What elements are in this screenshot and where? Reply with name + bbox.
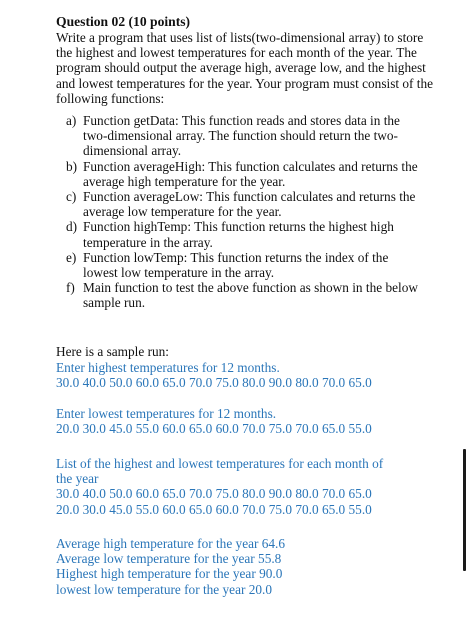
list-item-label: b)	[66, 158, 78, 174]
average-low-line: Average low temperature for the year 55.8	[56, 551, 282, 567]
list-item-label: f)	[66, 280, 75, 296]
question-paragraph: Write a program that uses list of lists(two-dimensional array) to store the highest and lowest temperatures for each month of the year. The program should output the average high, average low, and the highest and lowest temperatures for the year. Your program must consist of the following functions:	[56, 30, 434, 106]
list-low-values: 20.0 30.0 45.0 55.0 60.0 65.0 60.0 70.0 75.0 70.0 65.0 55.0	[56, 501, 372, 517]
function-list	[66, 113, 426, 311]
values-high: 30.0 40.0 50.0 60.0 65.0 70.0 75.0 80.0 90.0 80.0 70.0 65.0	[56, 375, 372, 391]
list-item	[66, 250, 426, 280]
values-low: 20.0 30.0 45.0 55.0 60.0 65.0 60.0 70.0 75.0 70.0 65.0 55.0	[56, 421, 372, 437]
list-item	[66, 189, 426, 219]
lowest-low-line: lowest low temperature for the year 20.0	[56, 581, 272, 597]
list-item-label: e)	[66, 249, 77, 265]
list-item-text: Function averageHigh: This function calculates and returns the average high temperature for the year.	[83, 158, 418, 189]
list-item	[66, 113, 426, 159]
list-item	[66, 159, 426, 189]
scrollbar[interactable]	[463, 449, 466, 571]
list-item-text: Function lowTemp: This function returns the index of the lowest low temperature in the array.	[83, 249, 389, 281]
list-item-text: Main function to test the above function as shown in the below sample run.	[83, 280, 418, 311]
sample-run-heading: Here is a sample run:	[56, 344, 169, 359]
sample-output-low-input	[56, 406, 436, 436]
list-item	[66, 219, 426, 249]
list-heading-line2: the year	[56, 471, 99, 487]
list-item-label: c)	[66, 189, 77, 205]
list-item-text: Function getData: This function reads and stores data in the two-dimensional array. The function should return the two-dimensional array.	[83, 113, 400, 159]
question-title: Question 02 (10 points)	[56, 14, 191, 29]
sample-output-results	[56, 536, 436, 597]
prompt-high: Enter highest temperatures for 12 months.	[56, 360, 280, 375]
list-heading-line1: List of the highest and lowest temperatures for each month of	[56, 456, 384, 471]
sample-output-list	[56, 456, 436, 517]
list-item-text: Function averageLow: This function calculates and returns the average low temperature for the year.	[83, 189, 416, 220]
list-item-text: Function highTemp: This function returns the highest high temperature in the array.	[83, 219, 394, 250]
list-item	[66, 280, 426, 310]
prompt-low: Enter lowest temperatures for 12 months.	[56, 406, 277, 421]
average-high-line: Average high temperature for the year 64.6	[56, 536, 286, 551]
highest-high-line: Highest high temperature for the year 90.0	[56, 566, 283, 582]
sample-output-high-input	[56, 360, 436, 390]
list-high-values: 30.0 40.0 50.0 60.0 65.0 70.0 75.0 80.0 90.0 80.0 70.0 65.0	[56, 486, 372, 502]
list-item-label: a)	[66, 113, 77, 128]
list-item-label: d)	[66, 219, 78, 235]
